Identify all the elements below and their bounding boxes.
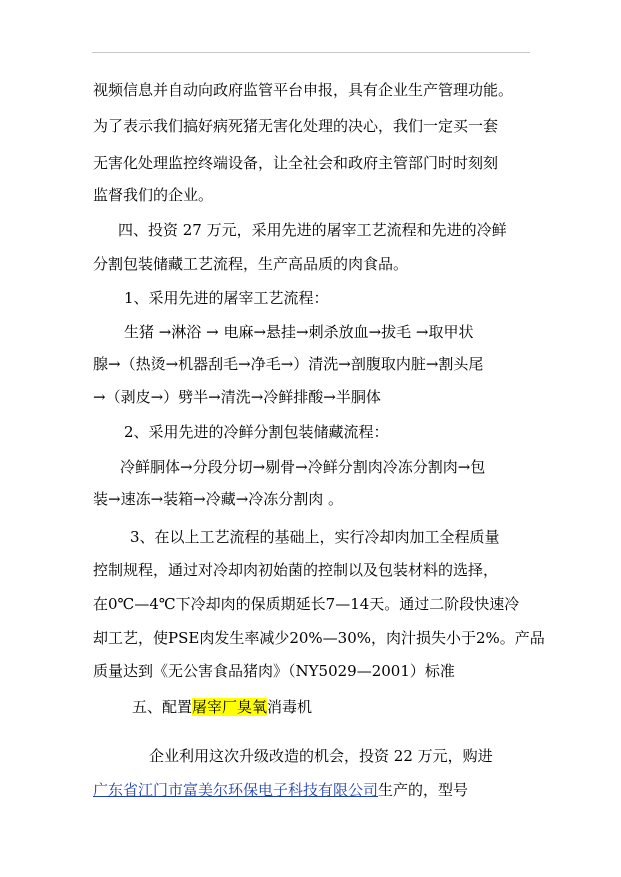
text-line-17: 却工艺，使PSE肉发生率减少20%—30%，肉汁损失小于2%。产品 [93,629,545,647]
text-line-1: 视频信息并自动向政府监管平台申报，具有企业生产管理功能。 [93,81,514,99]
closing-suffix: 生产的，型号 [378,781,469,799]
section-5-heading [132,697,312,717]
process-line-4: 冷鲜胴体→分段分切→剔骨→冷鲜分割肉冷冻分割肉→包 [120,458,486,476]
text-line-15: 控制规程，通过对冷却肉初始菌的控制以及包装材料的选择， [93,561,499,579]
closing-line-2 [93,780,468,800]
process-line-5: 装→速冻→装箱→冷藏→冷冻分割肉 。 [93,490,344,508]
text-line-18: 质量达到《无公害食品猪肉》（NY5029—2001）标准 [93,662,455,680]
section-5-prefix: 五、配置 [132,698,193,716]
process-line-3: →（剥皮→）劈半→清洗→冷鲜排酸→半胴体 [93,388,381,406]
section-5-suffix: 消毒机 [267,698,313,716]
text-line-2: 为了表示我们搞好病死猪无害化处理的决心，我们一定买一套 [93,117,499,135]
company-link[interactable]: 广东省江门市富美尔环保电子科技有限公司 [93,781,379,799]
closing-line-1: 企业利用这次升级改造的机会，投资 22 万元，购进 [149,747,493,765]
highlighted-text: 屠宰厂臭氧 [192,698,268,716]
subsection-1-heading: 1、采用先进的屠宰工艺流程： [124,289,329,307]
text-line-16: 在0℃—4℃下冷却肉的保质期延长7—14天。通过二阶段快速冷 [93,595,520,613]
process-line-2: 腺→（热烫→机器刮毛→净毛→）清洗→剖腹取内脏→割头尾 [93,355,484,373]
subsection-3-heading: 3、在以上工艺流程的基础上，实行冷却肉加工全程质量 [130,528,500,546]
header-rule [92,52,530,53]
process-line-1: 生猪 →淋浴 → 电麻→悬挂→刺杀放血→拔毛 →取甲状 [124,323,474,341]
section-4-heading: 四、投资 27 万元，采用先进的屠宰工艺流程和先进的冷鲜 [118,221,507,239]
text-line-4: 监督我们的企业。 [93,186,214,204]
subsection-2-heading: 2、采用先进的冷鲜分割包装储藏流程： [124,423,389,441]
text-line-6: 分割包装储藏工艺流程，生产高品质的肉食品。 [93,255,409,273]
text-line-3: 无害化处理监控终端设备，让全社会和政府主管部门时时刻刻 [93,154,499,172]
